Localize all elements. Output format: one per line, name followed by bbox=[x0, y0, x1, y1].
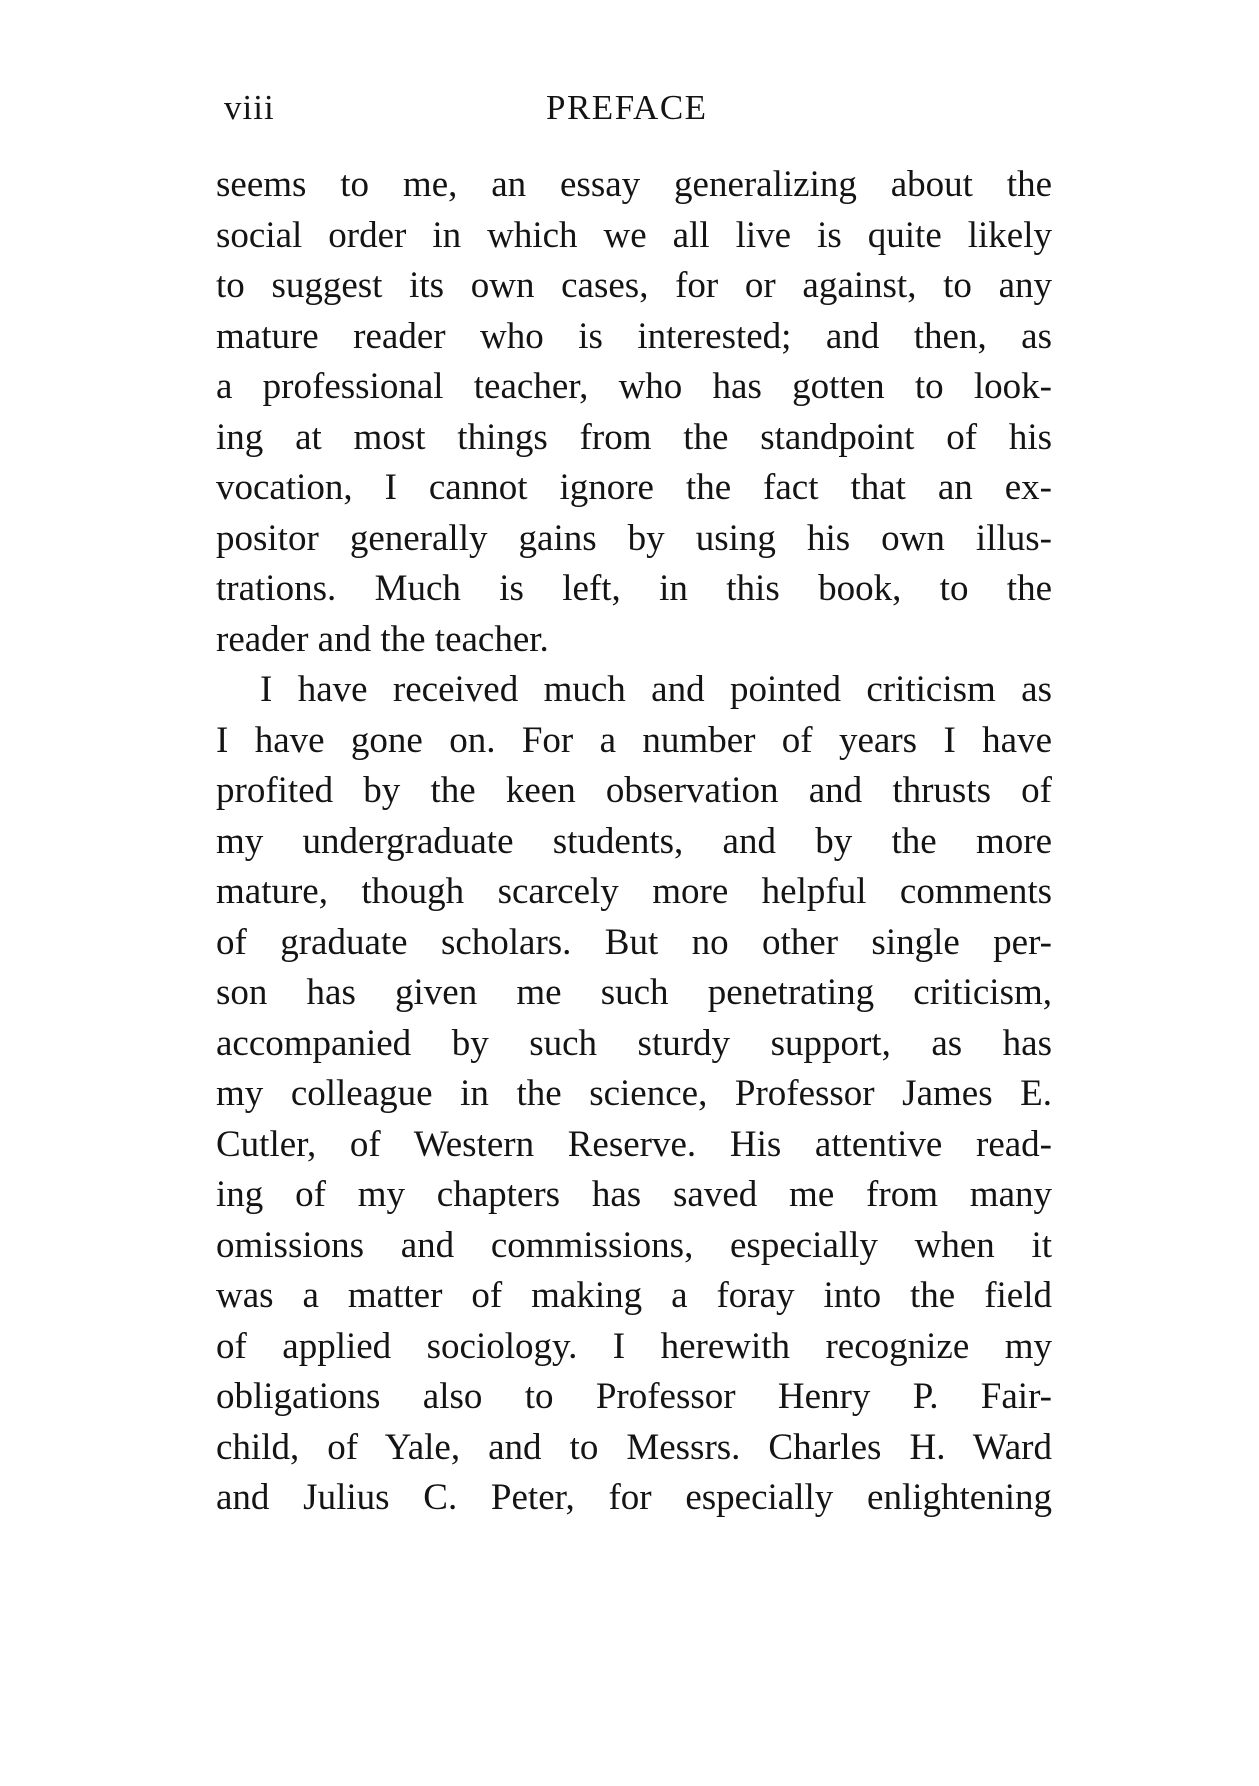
paragraph-2 bbox=[216, 665, 1052, 1524]
body-text bbox=[216, 160, 1052, 1524]
text-line: ing at most things from the standpoint of his bbox=[216, 416, 1052, 458]
text-line: seems to me, an essay generalizing about the bbox=[216, 164, 1052, 205]
text-line: of graduate scholars. But no other single per- bbox=[216, 921, 1052, 963]
text-line: son has given me such penetrating criticism, bbox=[216, 972, 1052, 1013]
text-line: a professional teacher, who has gotten to look- bbox=[216, 366, 1052, 407]
text-line: Cutler, of Western Reserve. His attentive read- bbox=[216, 1123, 1052, 1165]
text-line: to suggest its own cases, for or against, to any bbox=[216, 265, 1052, 306]
text-line: social order in which we all live is quite likely bbox=[216, 214, 1052, 256]
text-line: my colleague in the science, Professor James E. bbox=[216, 1073, 1052, 1114]
text-line: was a matter of making a foray into the field bbox=[216, 1275, 1052, 1316]
text-line: ing of my chapters has saved me from many bbox=[216, 1174, 1052, 1215]
text-line: trations. Much is left, in this book, to the bbox=[216, 568, 1052, 609]
paragraph-1 bbox=[216, 160, 1052, 665]
text-line: and Julius C. Peter, for especially enlightening bbox=[216, 1477, 1052, 1518]
text-line: positor generally gains by using his own illus- bbox=[216, 517, 1052, 559]
running-head bbox=[224, 88, 1060, 132]
text-line: of applied sociology. I herewith recognize my bbox=[216, 1325, 1052, 1367]
running-title: PREFACE bbox=[546, 88, 708, 127]
text-line: omissions and commissions, especially when it bbox=[216, 1224, 1052, 1266]
text-line: mature reader who is interested; and then, as bbox=[216, 315, 1052, 357]
text-line: accompanied by such sturdy support, as has bbox=[216, 1022, 1052, 1064]
text-line: child, of Yale, and to Messrs. Charles H. Ward bbox=[216, 1426, 1052, 1468]
text-line: profited by the keen observation and thrusts of bbox=[216, 770, 1052, 811]
text-line: mature, though scarcely more helpful comments bbox=[216, 871, 1052, 912]
text-line: I have gone on. For a number of years I have bbox=[216, 719, 1052, 761]
page-number: viii bbox=[224, 88, 275, 127]
text-line: obligations also to Professor Henry P. Fair- bbox=[216, 1376, 1052, 1417]
text-line: my undergraduate students, and by the more bbox=[216, 820, 1052, 862]
text-line: reader and the teacher. bbox=[216, 618, 549, 660]
text-line: I have received much and pointed criticism as bbox=[260, 669, 1052, 710]
text-line: vocation, I cannot ignore the fact that an ex- bbox=[216, 467, 1052, 508]
